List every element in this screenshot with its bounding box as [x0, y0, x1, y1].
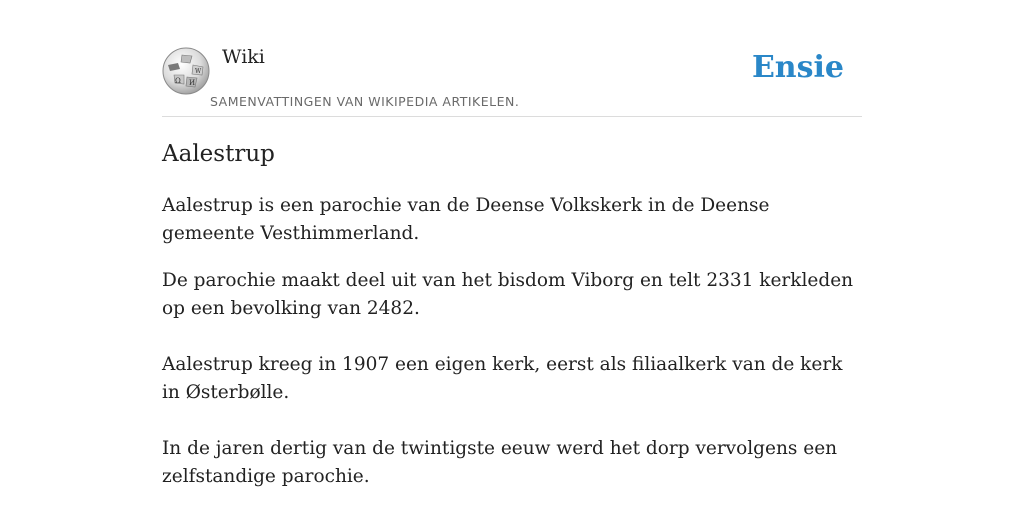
article-content — [162, 138, 862, 491]
article-paragraph: De parochie maakt deel uit van het bisdom Viborg en telt 2331 kerkleden op een bevolking van 2482. — [162, 270, 854, 319]
svg-text:W: W — [195, 68, 202, 75]
site-header — [162, 44, 862, 117]
article-paragraph: In de jaren dertig van de twintigste eeuw werd het dorp vervolgens een zelfstandige parochie. — [162, 438, 838, 487]
article-paragraph: Aalestrup kreeg in 1907 een eigen kerk, eerst als filiaalkerk van de kerk in Østerbølle. — [162, 354, 843, 403]
site-tagline: SAMENVATTINGEN VAN WIKIPEDIA ARTIKELEN. — [210, 94, 520, 109]
svg-text:И: И — [189, 79, 196, 87]
wikipedia-globe-icon[interactable] — [162, 47, 210, 95]
article-title: Aalestrup — [162, 141, 275, 167]
brand-logo-link[interactable]: Ensie — [751, 50, 844, 85]
svg-text:Ω: Ω — [175, 77, 181, 85]
site-name[interactable]: Wiki — [222, 46, 265, 68]
article-paragraph: Aalestrup is een parochie van de Deense Volkskerk in de Deense gemeente Vesthimmerland. — [162, 195, 770, 244]
